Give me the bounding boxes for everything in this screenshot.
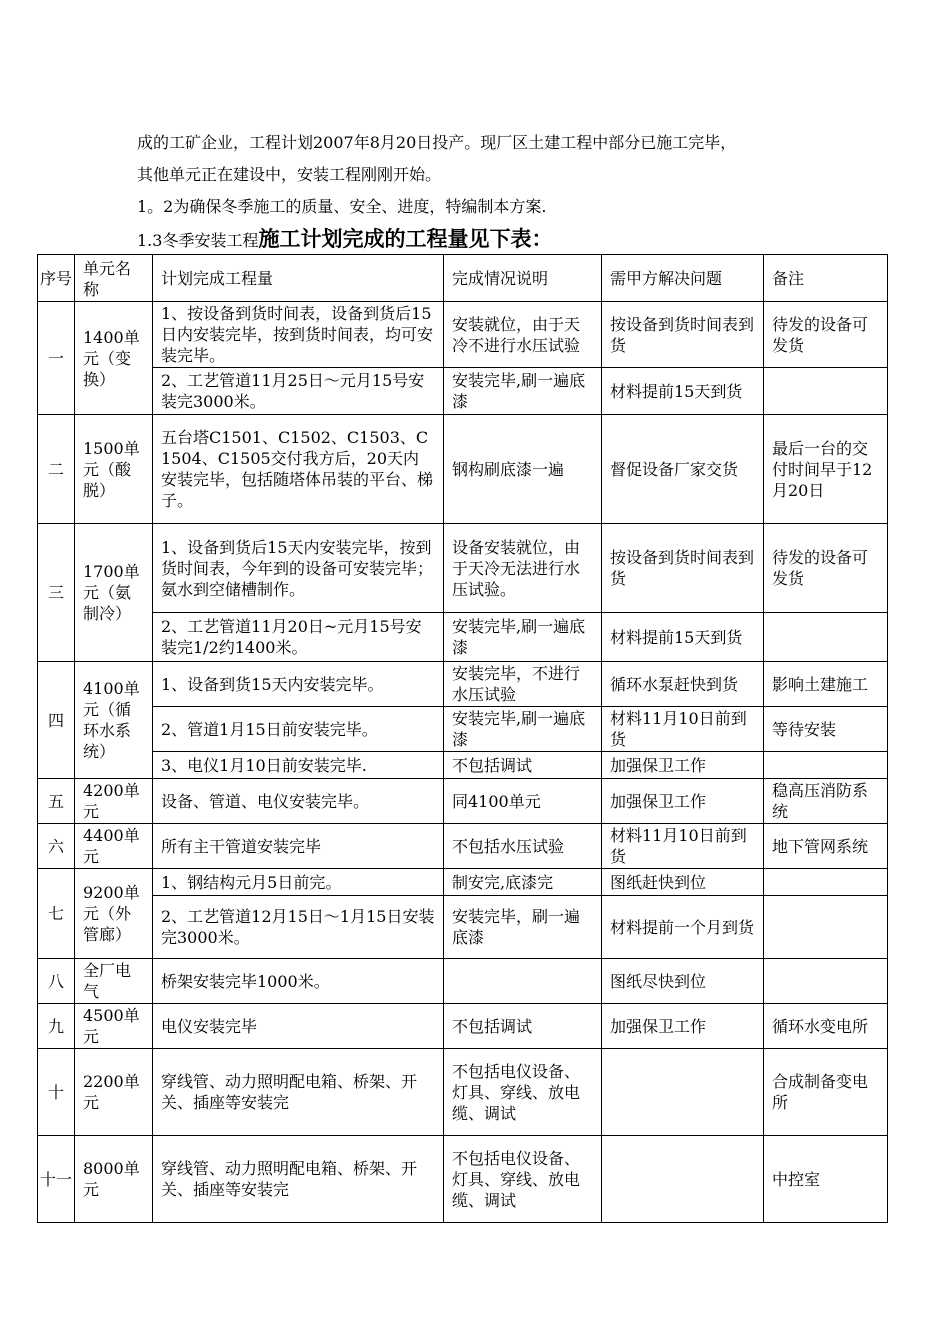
- issue-cell: 按设备到货时间表到货: [602, 302, 764, 368]
- plan-cell: 穿线管、动力照明配电箱、桥架、开关、插座等安装完: [153, 1136, 444, 1223]
- heading-main: 施工计划完成的工程量见下表：: [258, 226, 553, 251]
- unit-cell: 4500单元: [75, 1004, 153, 1049]
- issue-cell: 加强保卫工作: [602, 752, 764, 779]
- unit-cell: 全厂电气: [75, 959, 153, 1004]
- table-row: [38, 415, 888, 524]
- status-cell: 不包括调试: [444, 1004, 602, 1049]
- note-cell: [764, 613, 888, 662]
- table-row: [38, 959, 888, 1004]
- header-row: [38, 255, 888, 302]
- issue-cell: 图纸赶快到位: [602, 869, 764, 896]
- table-row: [38, 869, 888, 896]
- status-cell: 安装完毕，不进行水压试验: [444, 662, 602, 707]
- status-cell: 安装完毕,刷一遍底漆: [444, 368, 602, 415]
- table-row: [38, 368, 888, 415]
- issue-cell: 材料提前15天到货: [602, 613, 764, 662]
- header-unit: 单元名称: [75, 255, 153, 302]
- unit-cell: 4400单元: [75, 824, 153, 869]
- note-cell: 地下管网系统: [764, 824, 888, 869]
- seq-cell: 十一: [38, 1136, 75, 1223]
- header-seq: 序号: [38, 255, 75, 302]
- status-cell: 不包括电仪设备、灯具、穿线、放电缆、调试: [444, 1136, 602, 1223]
- section-heading: [137, 228, 552, 252]
- status-cell: 安装就位，由于天冷不进行水压试验: [444, 302, 602, 368]
- work-plan-table: [37, 254, 888, 1223]
- issue-cell: 循环水泵赶快到货: [602, 662, 764, 707]
- table-row: [38, 1136, 888, 1223]
- issue-cell: 图纸尽快到位: [602, 959, 764, 1004]
- status-cell: 设备安装就位，由于天冷无法进行水压试验。: [444, 524, 602, 613]
- status-cell: 不包括电仪设备、灯具、穿线、放电缆、调试: [444, 1049, 602, 1136]
- plan-cell: 3、电仪1月10日前安装完毕.: [153, 752, 444, 779]
- unit-cell: 8000单元: [75, 1136, 153, 1223]
- note-cell: 合成制备变电所: [764, 1049, 888, 1136]
- table-row: [38, 707, 888, 752]
- status-cell: 不包括水压试验: [444, 824, 602, 869]
- issue-cell: 加强保卫工作: [602, 779, 764, 824]
- unit-cell: 1500单元（酸脱）: [75, 415, 153, 524]
- issue-cell: 材料提前一个月到货: [602, 896, 764, 959]
- seq-cell: 九: [38, 1004, 75, 1049]
- table-row: [38, 1049, 888, 1136]
- status-cell: 安装完毕，刷一遍底漆: [444, 896, 602, 959]
- note-cell: 待发的设备可发货: [764, 302, 888, 368]
- issue-cell: 督促设备厂家交货: [602, 415, 764, 524]
- header-plan: 计划完成工程量: [153, 255, 444, 302]
- header-issue: 需甲方解决问题: [602, 255, 764, 302]
- table-row: [38, 524, 888, 613]
- seq-cell: 二: [38, 415, 75, 524]
- plan-cell: 1、设备到货后15天内安装完毕，按到货时间表，今年到的设备可安装完毕；氨水到空储槽制作。: [153, 524, 444, 613]
- issue-cell: [602, 1049, 764, 1136]
- unit-cell: 4200单元: [75, 779, 153, 824]
- paragraph-1: 成的工矿企业，工程计划2007年8月20日投产。现厂区土建工程中部分已施工完毕，: [137, 133, 737, 152]
- seq-cell: 八: [38, 959, 75, 1004]
- plan-cell: 1、设备到货15天内安装完毕。: [153, 662, 444, 707]
- note-cell: 待发的设备可发货: [764, 524, 888, 613]
- plan-cell: 2、工艺管道11月25日～元月15号安装完3000米。: [153, 368, 444, 415]
- plan-cell: 桥架安装完毕1000米。: [153, 959, 444, 1004]
- note-cell: [764, 869, 888, 896]
- issue-cell: 材料提前15天到货: [602, 368, 764, 415]
- table-row: [38, 752, 888, 779]
- plan-cell: 穿线管、动力照明配电箱、桥架、开关、插座等安装完: [153, 1049, 444, 1136]
- note-cell: [764, 959, 888, 1004]
- status-cell: 钢构刷底漆一遍: [444, 415, 602, 524]
- header-note: 备注: [764, 255, 888, 302]
- table-row: [38, 779, 888, 824]
- paragraph-3: 1。2为确保冬季施工的质量、安全、进度，特编制本方案.: [137, 197, 547, 216]
- note-cell: [764, 896, 888, 959]
- status-cell: 安装完毕,刷一遍底漆: [444, 613, 602, 662]
- unit-cell: 4100单元（循环水系统）: [75, 662, 153, 779]
- status-cell: 同4100单元: [444, 779, 602, 824]
- table-row: [38, 613, 888, 662]
- paragraph-2: 其他单元正在建设中，安装工程刚刚开始。: [137, 165, 442, 184]
- plan-cell: 电仪安装完毕: [153, 1004, 444, 1049]
- seq-cell: 五: [38, 779, 75, 824]
- note-cell: 影响土建施工: [764, 662, 888, 707]
- plan-cell: 2、管道1月15日前安装完毕。: [153, 707, 444, 752]
- plan-cell: 五台塔C1501、C1502、C1503、C1504、C1505交付我方后，20天内安装完毕，包括随塔体吊装的平台、梯子。: [153, 415, 444, 524]
- table-row: [38, 302, 888, 368]
- plan-cell: 2、工艺管道12月15日～1月15日安装完3000米。: [153, 896, 444, 959]
- status-cell: 安装完毕,刷一遍底漆: [444, 707, 602, 752]
- seq-cell: 六: [38, 824, 75, 869]
- status-cell: 制安完,底漆完: [444, 869, 602, 896]
- plan-cell: 1、钢结构元月5日前完。: [153, 869, 444, 896]
- issue-cell: 材料11月10日前到货: [602, 707, 764, 752]
- seq-cell: 一: [38, 302, 75, 415]
- unit-cell: 9200单元（外管廊）: [75, 869, 153, 959]
- note-cell: [764, 368, 888, 415]
- note-cell: 等待安装: [764, 707, 888, 752]
- note-cell: 循环水变电所: [764, 1004, 888, 1049]
- issue-cell: 按设备到货时间表到货: [602, 524, 764, 613]
- note-cell: 最后一台的交付时间早于12月20日: [764, 415, 888, 524]
- issue-cell: 材料11月10日前到货: [602, 824, 764, 869]
- table-row: [38, 662, 888, 707]
- status-cell: 不包括调试: [444, 752, 602, 779]
- table-row: [38, 896, 888, 959]
- note-cell: 中控室: [764, 1136, 888, 1223]
- unit-cell: 1400单元（变换）: [75, 302, 153, 415]
- heading-prefix: 1.3冬季安装工程: [137, 231, 259, 250]
- issue-cell: [602, 1136, 764, 1223]
- plan-cell: 2、工艺管道11月20日~元月15号安装完1/2约1400米。: [153, 613, 444, 662]
- unit-cell: 1700单元（氨制冷）: [75, 524, 153, 662]
- plan-cell: 设备、管道、电仪安装完毕。: [153, 779, 444, 824]
- header-status: 完成情况说明: [444, 255, 602, 302]
- plan-cell: 1、按设备到货时间表，设备到货后15日内安装完毕，按到货时间表，均可安装完毕。: [153, 302, 444, 368]
- seq-cell: 三: [38, 524, 75, 662]
- plan-cell: 所有主干管道安装完毕: [153, 824, 444, 869]
- seq-cell: 四: [38, 662, 75, 779]
- status-cell: [444, 959, 602, 1004]
- seq-cell: 十: [38, 1049, 75, 1136]
- table-row: [38, 824, 888, 869]
- note-cell: [764, 752, 888, 779]
- table-row: [38, 1004, 888, 1049]
- issue-cell: 加强保卫工作: [602, 1004, 764, 1049]
- unit-cell: 2200单元: [75, 1049, 153, 1136]
- seq-cell: 七: [38, 869, 75, 959]
- note-cell: 稳高压消防系统: [764, 779, 888, 824]
